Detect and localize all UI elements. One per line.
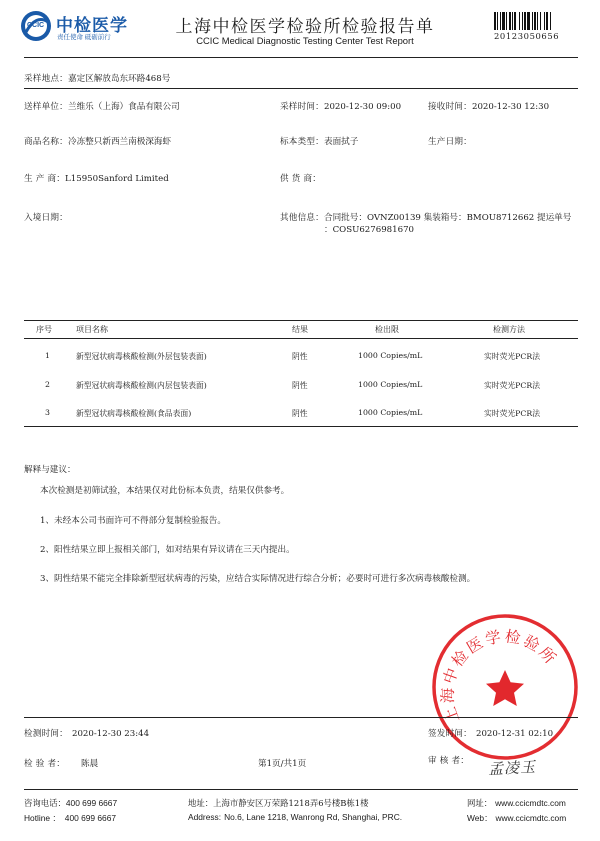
- col-header-result: 结果: [292, 325, 308, 334]
- issue-time-field: 签发时间： 2020-12-31 02:10: [428, 729, 554, 739]
- specimen-type-field: 标本类型：表面拭子: [280, 137, 359, 147]
- note-item: 1、未经本公司书面许可不得部分复制检验报告。: [40, 516, 226, 526]
- production-date-field: 生产日期：: [428, 137, 472, 147]
- phone-field: 咨询电话：400 699 6667: [24, 798, 118, 808]
- hotline-field: Hotline ： 400 699 6667: [24, 813, 117, 823]
- col-header-item: 项目名称: [76, 325, 108, 334]
- inspector-field: 检 验 者： 陈晨: [24, 759, 99, 769]
- signoff-divider: [24, 717, 578, 718]
- footer-divider: [24, 789, 578, 790]
- test-time-field: 检测时间： 2020-12-30 23:44: [24, 729, 150, 739]
- note-item: 2、阳性结果立即上报相关部门，如对结果有异议请在三天内提出。: [40, 545, 295, 555]
- other-info-field: 其他信息：合同批号：OVNZ00139 集装箱号：BMOU8712662 提运单号: [280, 213, 572, 223]
- report-title: 上海中检医学检验所检验报告单: [175, 17, 435, 37]
- logo-slogan: 责任使命 砥砺前行: [57, 34, 111, 41]
- logo-name: 中检医学: [56, 16, 128, 35]
- receive-time-field: 接收时间：2020-12-30 12:30: [428, 102, 550, 112]
- table-bottom-border: [24, 426, 578, 427]
- stamp-star-icon: [486, 670, 524, 706]
- producer-field: 生 产 商：L15950Sanford Limited: [24, 174, 169, 184]
- sampling-site: 采样地点：嘉定区解放岛东环路468号: [24, 74, 171, 84]
- official-stamp: [430, 612, 580, 762]
- reviewer-field: 审 核 者：: [428, 756, 470, 766]
- table-header-border: [24, 338, 578, 339]
- page-indicator: 第1页/共1页: [258, 759, 307, 769]
- other-info-line2: ：COSU6276981670: [324, 225, 415, 235]
- notes-title: 解释与建议：: [24, 465, 76, 475]
- note-item: 3、阴性结果不能完全排除新型冠状病毒的污染，应结合实际情况进行综合分析；必要时可进行多次病毒核酸检测。: [40, 574, 476, 584]
- table-top-border: [24, 320, 578, 321]
- site-divider: [24, 88, 578, 89]
- notes-intro: 本次检测是初筛试验，本结果仅对此份标本负责，结果仅供参考。: [40, 486, 290, 496]
- address-cn-field: 地址：上海市静安区万荣路1218弄6号楼B栋1楼: [188, 798, 369, 808]
- entry-date-field: 入境日期：: [24, 213, 68, 223]
- barcode: [494, 12, 580, 30]
- col-header-method: 检测方法: [493, 325, 525, 334]
- supplier-field: 供 货 商：: [280, 174, 322, 184]
- sender-field: 送样单位：兰维乐（上海）食品有限公司: [24, 102, 180, 112]
- website-cn-field: 网址： www.ccicmdtc.com: [467, 798, 566, 808]
- product-field: 商品名称：冷冻整只新西兰南极深海虾: [24, 137, 172, 147]
- logo-mark: CCIC: [27, 22, 45, 29]
- stamp-text: 上海中检医学检验所: [438, 627, 561, 726]
- reviewer-signature: 孟凌玉: [487, 757, 537, 779]
- header-divider: [24, 57, 578, 58]
- report-number: 20123050656: [494, 31, 560, 41]
- address-en-field: Address: No.6, Lane 1218, Wanrong Rd, Shanghai, PRC.: [188, 812, 403, 822]
- report-title-en: CCIC Medical Diagnostic Testing Center Test Report: [196, 35, 414, 46]
- sample-time-field: 采样时间：2020-12-30 09:00: [280, 102, 402, 112]
- logo: [20, 10, 140, 44]
- website-en-field: Web： www.ccicmdtc.com: [467, 813, 567, 823]
- col-header-no: 序号: [36, 325, 52, 334]
- col-header-limit: 检出限: [375, 325, 399, 334]
